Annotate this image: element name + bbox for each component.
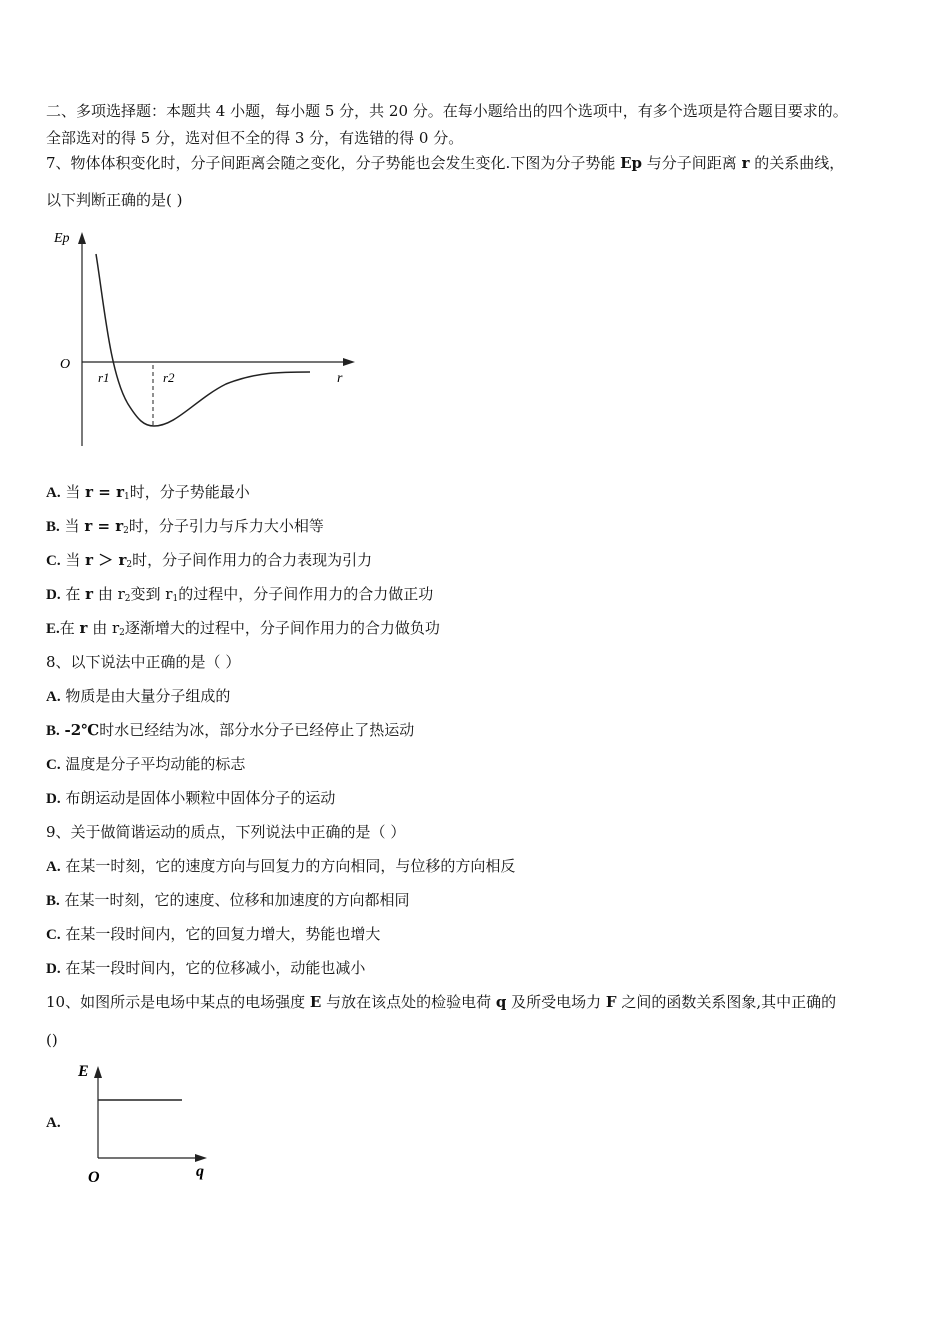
q7-option-c: C. 当 $r > r_2$时，分子间作用力的合力表现为引力 bbox=[46, 551, 373, 570]
q8-option-a: A. 物质是由大量分子组成的 bbox=[46, 687, 231, 705]
section-header-line1: 二、多项选择题：本题共 4 小题，每小题 5 分，共 20 分。在每小题给出的四个选项中，有多个选项是符合题目要求的。 bbox=[46, 102, 848, 120]
q10-option-a-label: A. bbox=[46, 1115, 61, 1131]
q9-stem: 9、关于做简谐运动的质点，下列说法中正确的是（ ） bbox=[46, 823, 406, 841]
q10-origin-label: O bbox=[88, 1169, 100, 1186]
q7-stem-part-c: 的关系曲线， bbox=[749, 154, 845, 172]
q10-y-label: E bbox=[78, 1063, 89, 1080]
q10-stem-line2: () bbox=[46, 1031, 58, 1049]
q7-potential-curve bbox=[96, 254, 310, 426]
q10-x-label: q bbox=[196, 1163, 204, 1180]
q7-stem-part-b: 与分子间距离 bbox=[642, 154, 742, 172]
q8-stem: 8、以下说法中正确的是（ ） bbox=[46, 653, 241, 671]
section-header-line2: 全部选对的得 5 分，选对但不全的得 3 分，有选错的得 0 分。 bbox=[46, 129, 464, 147]
q7-ep-r-graph bbox=[46, 224, 366, 454]
q7-ep-symbol: Ep bbox=[620, 154, 643, 172]
q7-r1-label: r1 bbox=[98, 370, 110, 385]
q10-option-a-graph bbox=[74, 1058, 224, 1188]
q7-stem-line2: 以下判断正确的是( ) bbox=[46, 191, 183, 209]
q7-r-symbol: r bbox=[741, 154, 750, 172]
q7-stem-part-a: 7、物体体积变化时，分子间距离会随之变化，分子势能也会发生变化.下图为分子势能 bbox=[46, 154, 621, 172]
q7-option-e: E.在 r 由 $r_2$逐渐增大的过程中，分子间作用力的合力做负功 bbox=[46, 619, 440, 638]
q9-option-b: B. 在某一时刻，它的速度、位移和加速度的方向都相同 bbox=[46, 891, 410, 909]
q8-option-c: C. 温度是分子平均动能的标志 bbox=[46, 755, 246, 773]
q7-y-label: Ep bbox=[54, 231, 70, 246]
q7-option-d: D. 在 r 由 $r_2$变到 $r_1$的过程中，分子间作用力的合力做正功 bbox=[46, 585, 434, 604]
q10-stem-line1: 10、如图所示是电场中某点的电场强度 E 与放在该点处的检验电荷 q 及所受电场力 F 之间的函数关系图象,其中正确的 bbox=[46, 993, 837, 1011]
q7-option-a: A. 当 $r = r_1$时，分子势能最小 bbox=[46, 483, 250, 502]
q7-y-axis-arrow bbox=[78, 232, 86, 244]
q9-option-d: D. 在某一段时间内，它的位移减小，动能也减小 bbox=[46, 959, 366, 977]
q9-option-c: C. 在某一段时间内，它的回复力增大，势能也增大 bbox=[46, 925, 381, 943]
q7-option-b: B. 当 $r = r_2$时，分子引力与斥力大小相等 bbox=[46, 517, 324, 536]
q8-option-d: D. 布朗运动是固体小颗粒中固体分子的运动 bbox=[46, 789, 336, 807]
q7-r2-label: r2 bbox=[163, 370, 175, 385]
q10-y-axis-arrow bbox=[94, 1066, 102, 1078]
q7-stem-line1 bbox=[46, 153, 844, 173]
q9-option-a: A. 在某一时刻，它的速度方向与回复力的方向相同，与位移的方向相反 bbox=[46, 857, 516, 875]
q7-x-label: r bbox=[337, 371, 343, 386]
q10-x-axis-arrow bbox=[195, 1154, 207, 1162]
q7-x-axis-arrow bbox=[343, 358, 355, 366]
q7-origin-label: O bbox=[60, 357, 71, 372]
q8-option-b: B. -2℃时水已经结为冰，部分水分子已经停止了热运动 bbox=[46, 721, 415, 739]
